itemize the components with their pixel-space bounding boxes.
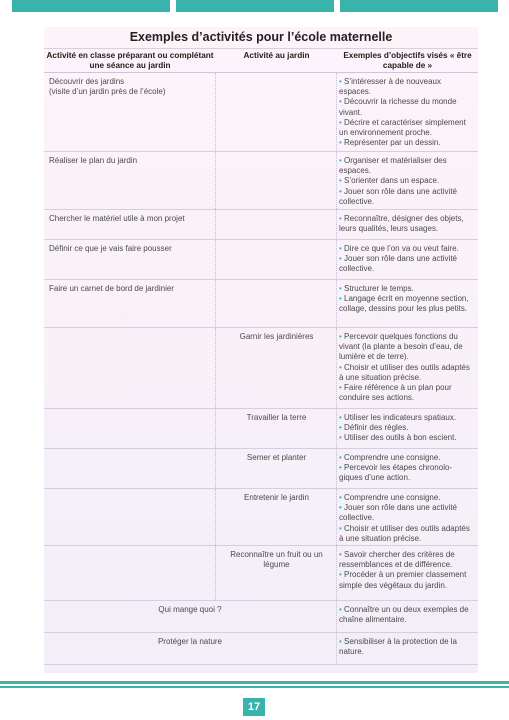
objectives-cell	[337, 489, 478, 545]
bullet-icon: •	[339, 423, 345, 433]
objective-item	[339, 570, 474, 590]
objective-item	[339, 363, 474, 383]
bullet-icon: •	[339, 214, 345, 223]
objective-text: Reconnaître, désigner des objets, leurs qualités, leurs usages.	[339, 214, 464, 234]
garden-activity-cell	[216, 280, 337, 327]
header-col2: Activité au jardin	[243, 51, 310, 60]
activities-table	[44, 27, 478, 673]
objective-item	[339, 97, 474, 117]
table-row	[44, 210, 478, 240]
objective-item	[339, 214, 474, 234]
garden-activity-cell: Semer et planter	[216, 449, 337, 488]
bullet-icon: •	[339, 493, 345, 502]
objective-text: Utiliser les indicateurs spatiaux.	[344, 413, 457, 422]
class-activity-cell	[44, 546, 216, 600]
garden-activity-cell	[216, 240, 337, 279]
objective-text: Langage écrit en moyenne section, collage, dessins pour les plus petits.	[339, 294, 469, 314]
objective-item	[339, 187, 474, 207]
bullet-icon: •	[339, 176, 345, 186]
objective-item	[339, 493, 474, 503]
objectives-cell	[337, 152, 478, 209]
objective-text: Comprendre une consigne.	[344, 493, 441, 502]
objective-item	[339, 118, 474, 138]
objectives-cell	[337, 280, 478, 327]
objectives-cell	[337, 328, 478, 408]
objectives-cell	[337, 601, 478, 632]
class-activity-cell	[44, 328, 216, 408]
objective-text: S’orienter dans un espace.	[344, 176, 440, 186]
objective-text: Utiliser des outils à bon escient.	[344, 433, 457, 443]
objective-item	[339, 524, 474, 544]
objective-item	[339, 413, 474, 423]
objective-item	[339, 605, 474, 625]
objective-item	[339, 176, 474, 186]
table-row	[44, 328, 478, 409]
bullet-icon: •	[339, 453, 345, 462]
objective-text: Décrire et caractériser simplement un environnement proche.	[339, 117, 466, 138]
bullet-icon: •	[339, 156, 345, 165]
objective-item	[339, 332, 474, 363]
bullet-icon: •	[339, 284, 345, 293]
table-row	[44, 633, 478, 665]
class-activity-cell: Faire un carnet de bord de jardinier	[44, 280, 216, 327]
objective-item	[339, 294, 474, 314]
table-row	[44, 449, 478, 489]
bullet-icon: •	[339, 138, 345, 148]
objective-text: Structurer le temps.	[344, 284, 414, 293]
objective-text: Comprendre une consigne.	[344, 453, 441, 462]
footer-line	[0, 681, 509, 684]
top-tab-2	[176, 0, 334, 12]
bullet-icon: •	[339, 77, 345, 86]
objective-item	[339, 433, 474, 443]
table-body	[44, 73, 478, 665]
class-activity-cell: Définir ce que je vais faire pousser	[44, 240, 216, 279]
objective-text: Percevoir les étapes chronolo-giques d’une action.	[339, 463, 453, 483]
objectives-cell	[337, 633, 478, 664]
top-tab-3	[340, 0, 498, 12]
class-activity-cell: Réaliser le plan du jardin	[44, 152, 216, 209]
bullet-icon: •	[339, 605, 345, 614]
objective-item	[339, 463, 474, 483]
bullet-icon: •	[339, 97, 345, 107]
objective-text: Choisir et utiliser des outils adaptés à une situation précise.	[339, 523, 470, 543]
objective-item	[339, 244, 474, 254]
objective-text: Connaître un ou deux exemples de chaîne alimentaire.	[339, 605, 469, 625]
objective-item	[339, 383, 474, 403]
objective-item	[339, 550, 474, 570]
objectives-cell	[337, 73, 478, 151]
bullet-icon: •	[339, 294, 345, 304]
objective-item	[339, 284, 474, 294]
table-row	[44, 489, 478, 546]
table-row	[44, 546, 478, 601]
bullet-icon: •	[339, 550, 345, 559]
bullet-icon: •	[339, 503, 345, 513]
objectives-cell	[337, 449, 478, 488]
objective-item	[339, 453, 474, 463]
class-activity-cell: Chercher le matériel utile à mon projet	[44, 210, 216, 239]
class-activity-cell	[44, 449, 216, 488]
table-row	[44, 601, 478, 633]
objective-text: Savoir chercher des critères de ressemblances et de différence.	[339, 550, 455, 570]
table-row	[44, 280, 478, 328]
objective-text: Procéder à un premier classement simple des végétaux du jardin.	[339, 570, 467, 590]
table-row	[44, 73, 478, 152]
footer-line-thin	[0, 686, 509, 688]
table-row	[44, 152, 478, 210]
objective-item	[339, 254, 474, 274]
objective-text: S’intéresser à de nouveaux espaces.	[339, 77, 441, 97]
garden-activity-cell	[216, 73, 337, 151]
bullet-icon: •	[339, 244, 345, 253]
bullet-icon: •	[339, 254, 345, 264]
objective-text: Jouer son rôle dans une activité collective.	[339, 254, 457, 274]
table-row	[44, 409, 478, 449]
activity-merged-cell: Qui mange quoi ?	[44, 601, 337, 632]
garden-activity-cell: Entretenir le jardin	[216, 489, 337, 545]
objective-text: Faire référence à un plan pour conduire ses actions.	[339, 383, 452, 403]
top-tab-1	[12, 0, 170, 12]
header-col1: Activité en classe préparant ou complétant une séance au jardin	[46, 51, 214, 70]
garden-activity-cell: Travailler la terre	[216, 409, 337, 448]
objective-text: Jouer son rôle dans une activité collective.	[339, 503, 457, 523]
garden-activity-cell: Garnir les jardinières	[216, 328, 337, 408]
objective-text: Percevoir quelques fonctions du vivant (la plante a besoin d’eau, de lumière et de terre).	[339, 332, 463, 362]
bullet-icon: •	[339, 637, 345, 646]
garden-activity-cell: Reconnaître un fruit ou un légume	[216, 546, 337, 600]
bullet-icon: •	[339, 463, 345, 473]
bullet-icon: •	[339, 332, 345, 341]
bullet-icon: •	[339, 523, 345, 533]
objective-item	[339, 138, 474, 148]
objective-item	[339, 423, 474, 433]
objective-text: Sensibiliser à la protection de la nature.	[339, 637, 457, 657]
bullet-icon: •	[339, 413, 345, 422]
objective-text: Choisir et utiliser des outils adaptés à une situation précise.	[339, 362, 470, 382]
class-activity-cell	[44, 489, 216, 545]
garden-activity-cell	[216, 210, 337, 239]
objective-text: Organiser et matérialiser des espaces.	[339, 156, 447, 176]
bullet-icon: •	[339, 570, 345, 580]
objective-text: Représenter par un dessin.	[344, 138, 441, 148]
objective-item	[339, 637, 474, 657]
table-header	[44, 49, 478, 73]
bullet-icon: •	[339, 383, 345, 393]
bullet-icon: •	[339, 433, 345, 443]
objective-text: Jouer son rôle dans une activité collective.	[339, 186, 457, 206]
objective-text: Découvrir la richesse du monde vivant.	[339, 97, 457, 117]
class-activity-cell	[44, 409, 216, 448]
objectives-cell	[337, 210, 478, 239]
garden-activity-cell	[216, 152, 337, 209]
header-col3: Exemples d’objectifs visés « être capable de »	[343, 51, 472, 70]
activity-merged-cell: Protéger la nature	[44, 633, 337, 664]
page-number: 17	[243, 698, 265, 716]
objective-text: Dire ce que l’on va ou veut faire.	[344, 244, 459, 253]
objectives-cell	[337, 546, 478, 600]
objectives-cell	[337, 240, 478, 279]
bullet-icon: •	[339, 362, 345, 372]
table-title: Exemples d’activités pour l’école maternelle	[44, 27, 478, 49]
objectives-cell	[337, 409, 478, 448]
objective-item	[339, 77, 474, 97]
objective-item	[339, 156, 474, 176]
bullet-icon: •	[339, 186, 345, 196]
bullet-icon: •	[339, 117, 345, 127]
objective-text: Définir des règles.	[344, 423, 409, 433]
objective-item	[339, 503, 474, 523]
class-activity-cell: Découvrir des jardins (visite d’un jardin près de l’école)	[44, 73, 216, 151]
table-row	[44, 240, 478, 280]
